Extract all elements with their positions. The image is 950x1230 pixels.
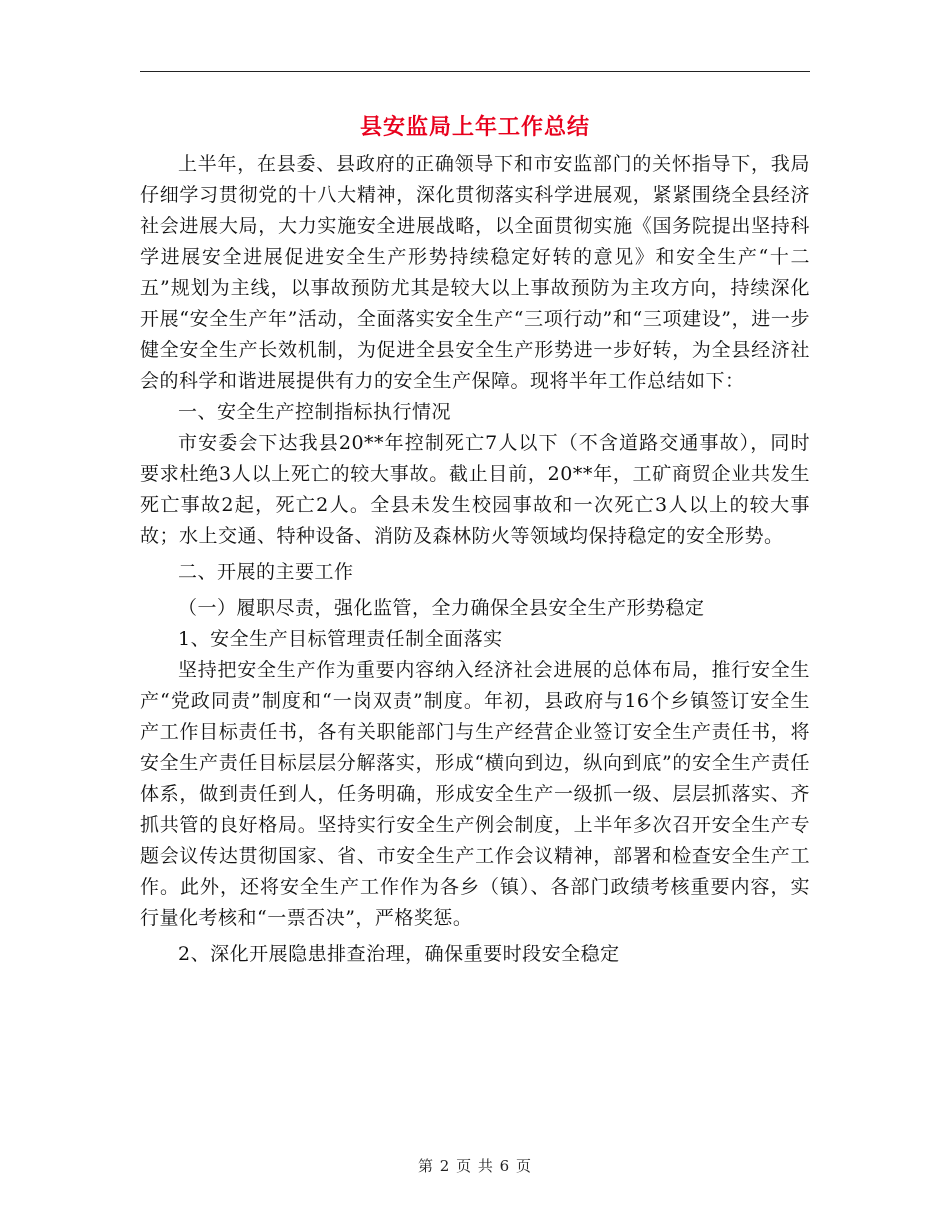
page-footer: 第 2 页 共 6 页 [418, 1157, 532, 1175]
subsection-heading-1: （一）履职尽责，强化监管，全力确保全县安全生产形势稳定 [178, 597, 705, 619]
header-rule [140, 71, 810, 72]
section-heading-1: 一、安全生产控制指标执行情况 [178, 401, 452, 423]
item-heading-2: 2、深化开展隐患排查治理，确保重要时段安全稳定 [178, 943, 620, 965]
section-heading-2: 二、开展的主要工作 [178, 561, 354, 583]
item-heading-1: 1、安全生产目标管理责任制全面落实 [178, 628, 503, 650]
document-body [140, 149, 810, 970]
item-1-paragraph: 坚持把安全生产作为重要内容纳入经济社会进展的总体布局，推行安全生产“党政同责”制度和“一岗双责”制度。年初，县政府与16个乡镇签订安全生产工作目标责任书，各有关职能部门与生产经营企业签订安全生产责任书，将安全生产责任目标层层分解落实，形成“横向到边，纵向到底”的安全生产责任体系，做到责任到人，任务明确，形成安全生产一级抓一级、层层抓落实、齐抓共管的良好格局。坚持实行安全生产例会制度，上半年多次召开安全生产专题会议传达贯彻国家、省、市安全生产工作会议精神，部署和检查安全生产工作。此外，还将安全生产工作作为各乡（镇）、各部门政绩考核重要内容，实行量化考核和“一票否决”，严格奖惩。 [140, 659, 810, 929]
document-title: 县安监局上年工作总结 [359, 114, 590, 140]
intro-paragraph: 上半年，在县委、县政府的正确领导下和市安监部门的关怀指导下，我局仔细学习贯彻党的十八大精神，深化贯彻落实科学进展观，紧紧围绕全县经济社会进展大局，大力实施安全进展战略，以全面贯彻实施《国务院提出坚持科学进展安全进展促进安全生产形势持续稳定好转的意见》和安全生产“十二五”规划为主线，以事故预防尤其是较大以上事故预防为主攻方向，持续深化开展“安全生产年”活动，全面落实安全生产“三项行动”和“三项建设”，进一步健全安全生产长效机制，为促进全县安全生产形势进一步好转，为全县经济社会的科学和谐进展提供有力的安全生产保障。现将半年工作总结如下： [140, 153, 810, 392]
section-1-paragraph: 市安委会下达我县20**年控制死亡7人以下（不含道路交通事故），同时要求杜绝3人以上死亡的较大事故。截止目前，20**年，工矿商贸企业共发生死亡事故2起，死亡2人。全县未发生校园事故和一次死亡3人以上的较大事故；水上交通、特种设备、消防及森林防火等领域均保持稳定的安全形势。 [140, 432, 810, 547]
